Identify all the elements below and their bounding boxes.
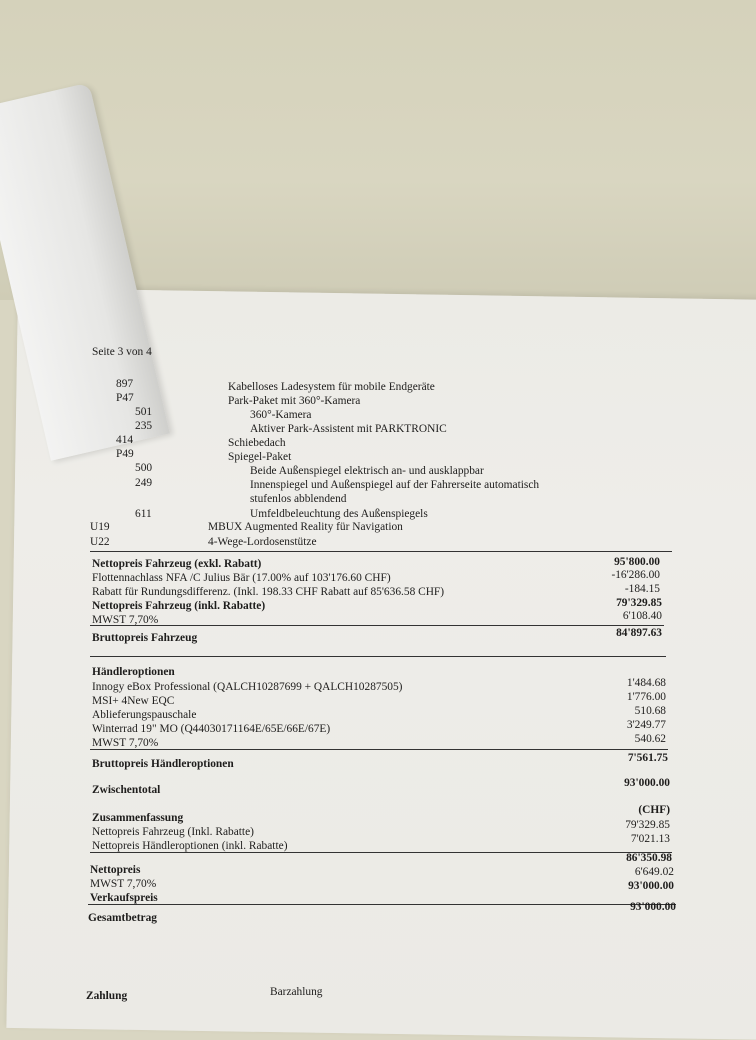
dealer-option-label: Innogy eBox Professional (QALCH10287699 + QALCH10287505) bbox=[92, 681, 403, 693]
option-desc: Park-Paket mit 360°-Kamera bbox=[228, 395, 361, 407]
page-indicator: Seite 3 von 4 bbox=[92, 346, 152, 358]
option-code: 249 bbox=[135, 477, 153, 489]
dealer-option-value: 1'776.00 bbox=[626, 691, 666, 703]
rounding-discount-value: -184.15 bbox=[624, 583, 660, 595]
summary-dealer-net-value: 7'021.13 bbox=[630, 833, 670, 845]
fleet-discount-label: Flottennachlass NFA /C Julius Bär (17.00% auf 103'176.60 CHF) bbox=[92, 572, 391, 584]
divider bbox=[90, 656, 666, 657]
grand-total-label: Gesamtbetrag bbox=[88, 912, 157, 924]
dealer-option-value: 3'249.77 bbox=[626, 719, 666, 731]
sale-price-label: Verkaufspreis bbox=[90, 892, 158, 904]
payment-label: Zahlung bbox=[86, 990, 128, 1002]
option-desc: Umfeldbeleuchtung des Außenspiegels bbox=[250, 508, 428, 520]
dealer-option-value: 510.68 bbox=[634, 705, 666, 717]
option-code: P49 bbox=[116, 448, 134, 460]
vehicle-net-excl-value: 95'800.00 bbox=[614, 556, 660, 568]
summary-vat-label: MWST 7,70% bbox=[90, 878, 157, 890]
dealer-option-label: Ablieferungspauschale bbox=[92, 709, 197, 721]
vehicle-gross-value: 84'897.63 bbox=[616, 627, 662, 639]
divider bbox=[90, 749, 668, 750]
dealer-vat-value: 540.62 bbox=[634, 733, 666, 745]
option-desc: Beide Außenspiegel elektrisch an- und ausklappbar bbox=[250, 465, 484, 477]
vehicle-net-incl-value: 79'329.85 bbox=[616, 597, 662, 609]
sale-price-value: 93'000.00 bbox=[628, 880, 674, 892]
payment-method: Barzahlung bbox=[270, 986, 323, 998]
vehicle-net-incl-label: Nettopreis Fahrzeug (inkl. Rabatte) bbox=[92, 600, 266, 612]
dealer-gross-value: 7'561.75 bbox=[627, 752, 668, 764]
rounding-discount-label: Rabatt für Rundungsdifferenz. (Inkl. 198.33 CHF Rabatt auf 85'636.58 CHF) bbox=[92, 586, 445, 598]
option-desc: MBUX Augmented Reality für Navigation bbox=[208, 521, 403, 533]
option-desc: 4-Wege-Lordosenstütze bbox=[208, 536, 317, 548]
option-code: 235 bbox=[135, 420, 153, 432]
option-desc: Aktiver Park-Assistent mit PARKTRONIC bbox=[250, 423, 447, 435]
vehicle-gross-label: Bruttopreis Fahrzeug bbox=[92, 632, 198, 644]
dealer-option-label: Winterrad 19" MO (Q44030171164E/65E/66E/67E) bbox=[92, 723, 331, 735]
option-desc: 360°-Kamera bbox=[250, 409, 312, 421]
fleet-discount-value: -16'286.00 bbox=[611, 569, 660, 581]
net-price-value: 86'350.98 bbox=[626, 852, 672, 864]
option-code: 897 bbox=[116, 378, 134, 390]
summary-vat-value: 6'649.02 bbox=[634, 866, 674, 878]
option-desc: Spiegel-Paket bbox=[228, 451, 292, 463]
option-desc: Innenspiegel und Außenspiegel auf der Fahrerseite automatisch bbox=[250, 479, 540, 491]
option-code: P47 bbox=[116, 392, 134, 404]
vehicle-vat-label: MWST 7,70% bbox=[92, 614, 159, 626]
summary-dealer-net-label: Nettopreis Händleroptionen (inkl. Rabatte) bbox=[92, 840, 288, 852]
summary-vehicle-net-value: 79'329.85 bbox=[625, 819, 670, 831]
option-code: 611 bbox=[135, 508, 152, 520]
dealer-option-value: 1'484.68 bbox=[626, 677, 666, 689]
summary-currency: (CHF) bbox=[638, 804, 670, 816]
option-code: 500 bbox=[135, 462, 153, 474]
grand-total-value: 93'000.00 bbox=[630, 901, 676, 913]
option-code: U19 bbox=[90, 521, 110, 533]
summary-title: Zusammenfassung bbox=[92, 812, 184, 824]
net-price-label: Nettopreis bbox=[90, 864, 141, 876]
dealer-options-title: Händleroptionen bbox=[92, 666, 175, 678]
subtotal-value: 93'000.00 bbox=[624, 777, 670, 789]
option-desc-continued: stufenlos abblendend bbox=[250, 493, 347, 505]
summary-vehicle-net-label: Nettopreis Fahrzeug (Inkl. Rabatte) bbox=[92, 826, 254, 838]
option-code: 414 bbox=[116, 434, 134, 446]
option-code: 501 bbox=[135, 406, 153, 418]
dealer-option-label: MSI+ 4New EQC bbox=[92, 695, 175, 707]
vehicle-vat-value: 6'108.40 bbox=[622, 610, 662, 622]
option-code: U22 bbox=[90, 536, 110, 548]
dealer-gross-label: Bruttopreis Händleroptionen bbox=[92, 758, 234, 770]
dealer-vat-label: MWST 7,70% bbox=[92, 737, 159, 749]
divider bbox=[90, 551, 672, 552]
subtotal-label: Zwischentotal bbox=[92, 784, 161, 796]
vehicle-net-excl-label: Nettopreis Fahrzeug (exkl. Rabatt) bbox=[92, 558, 262, 570]
option-desc: Schiebedach bbox=[228, 437, 286, 449]
option-desc: Kabelloses Ladesystem für mobile Endgeräte bbox=[228, 381, 435, 393]
divider bbox=[90, 625, 664, 626]
